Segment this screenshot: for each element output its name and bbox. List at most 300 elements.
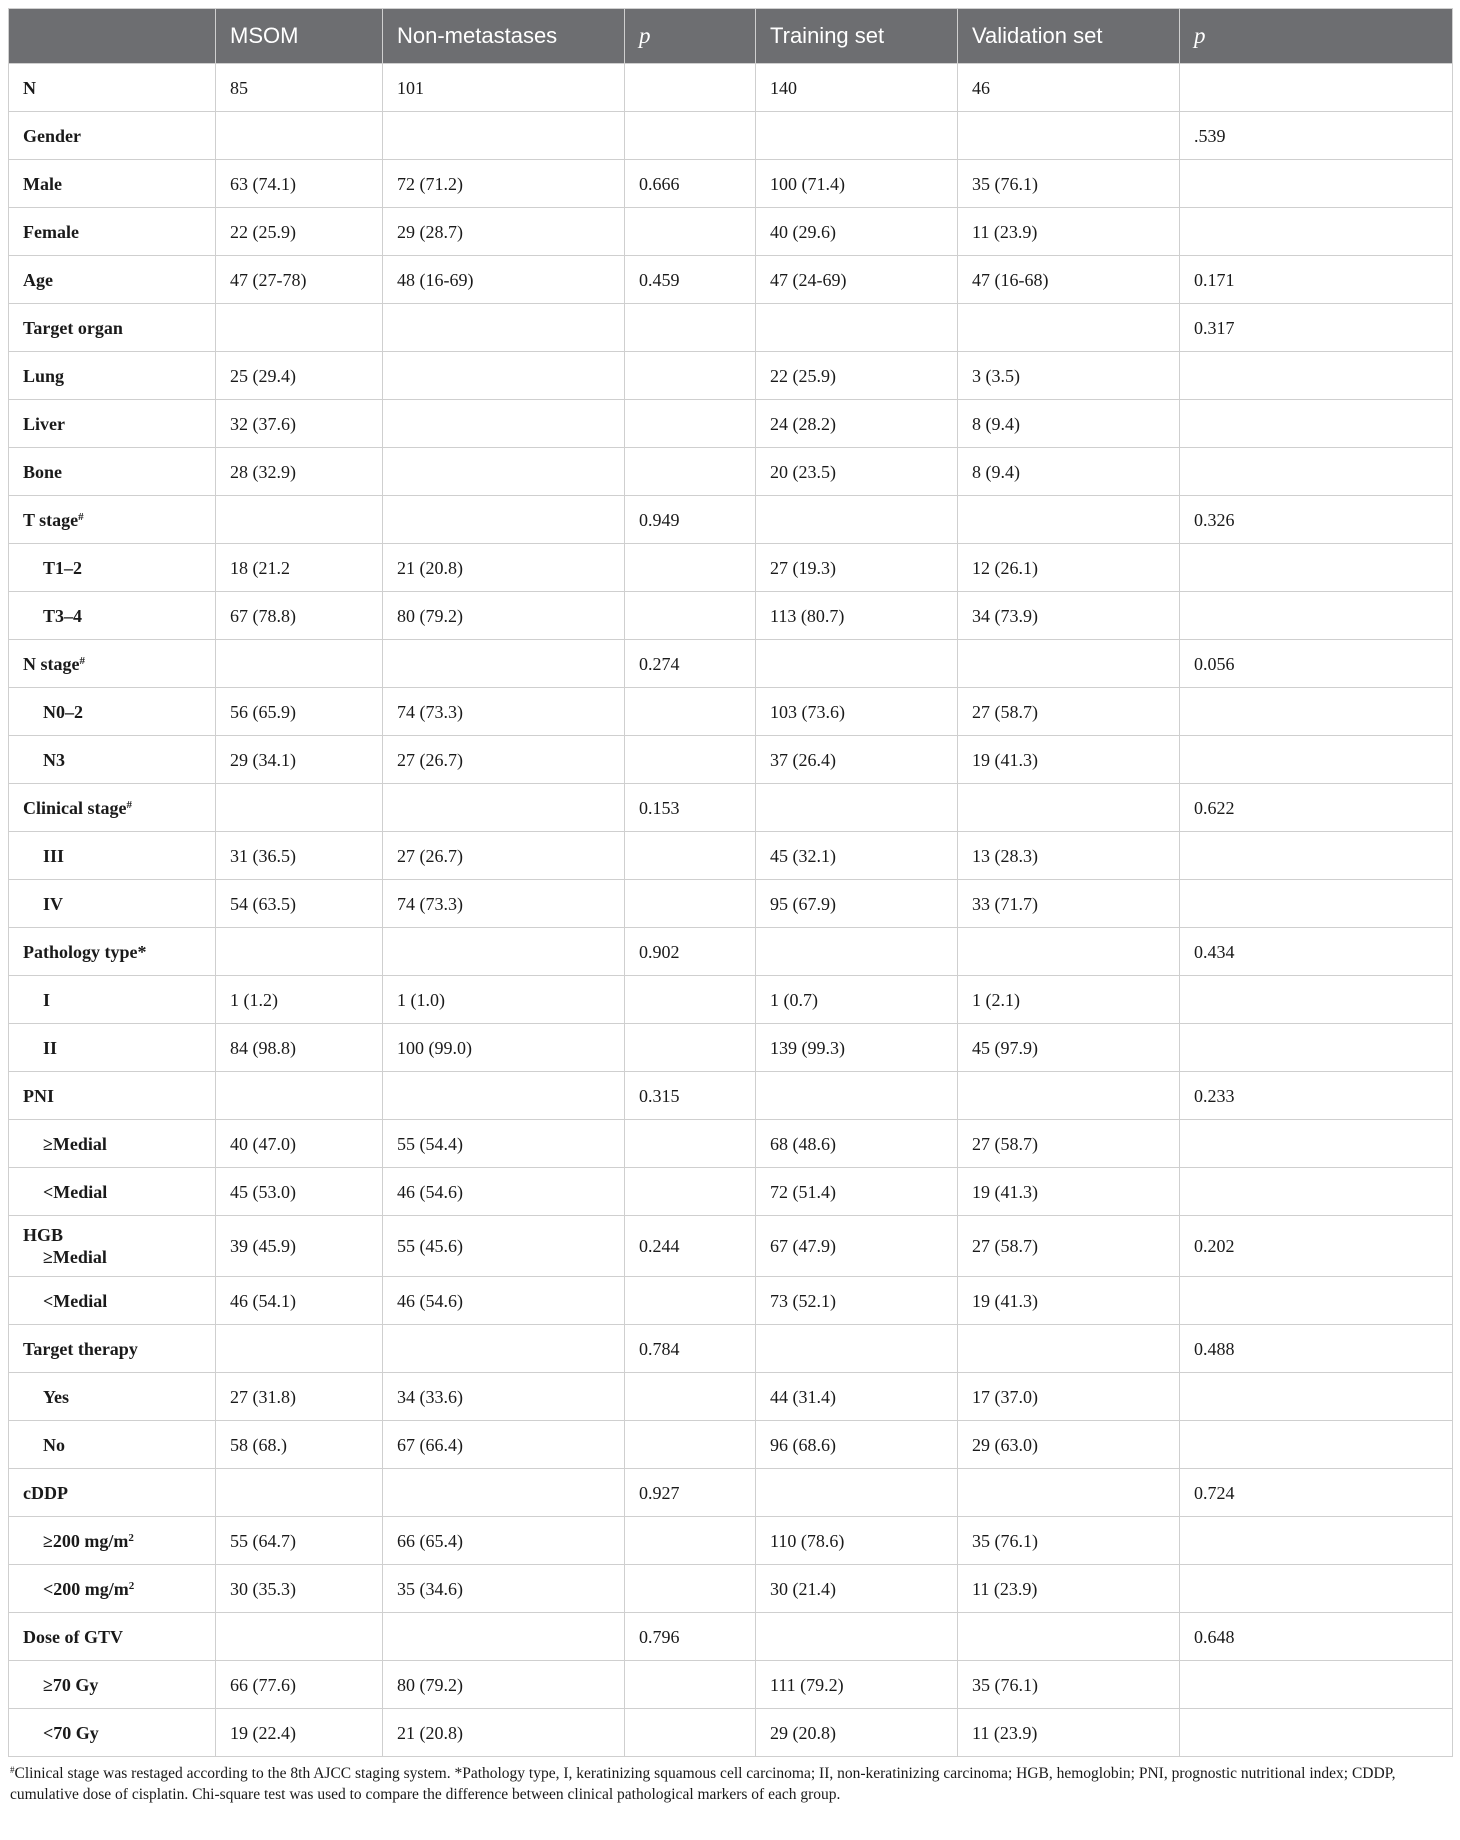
cell-training-set: 44 (31.4): [756, 1373, 958, 1421]
cell-msom: 66 (77.6): [216, 1661, 383, 1709]
row-label-cell: [9, 496, 216, 544]
header-cell-validation-set: Validation set: [958, 9, 1180, 64]
row-label: Lung: [23, 365, 65, 386]
table-row: [9, 688, 1453, 736]
cell-training-set: 29 (20.8): [756, 1709, 958, 1757]
row-label-cell: [9, 1216, 216, 1277]
cell-p-value-2: [1180, 64, 1453, 112]
table-row: [9, 1517, 1453, 1565]
row-label: <Medial: [43, 1181, 108, 1202]
row-label: N0–2: [43, 701, 83, 722]
cell-training-set: 111 (79.2): [756, 1661, 958, 1709]
row-label-cell: [9, 1024, 216, 1072]
cell-msom: 85: [216, 64, 383, 112]
row-label: Female: [23, 221, 79, 242]
cell-validation-set: [958, 496, 1180, 544]
row-label: HGB: [23, 1225, 64, 1245]
cell-p-value-2: [1180, 544, 1453, 592]
table-row: [9, 1024, 1453, 1072]
cell-p-value-1: [625, 304, 756, 352]
table-row: [9, 112, 1453, 160]
table-row: [9, 160, 1453, 208]
cell-non-metastases: [383, 784, 625, 832]
cell-validation-set: 1 (2.1): [958, 976, 1180, 1024]
row-label-cell: [9, 688, 216, 736]
cell-non-metastases: 80 (79.2): [383, 592, 625, 640]
cell-p-value-2: [1180, 1709, 1453, 1757]
cell-msom: 25 (29.4): [216, 352, 383, 400]
cell-p-value-1: [625, 832, 756, 880]
cell-non-metastases: [383, 352, 625, 400]
row-label: ≥Medial: [43, 1133, 107, 1154]
table-row: [9, 1613, 1453, 1661]
cell-msom: 45 (53.0): [216, 1168, 383, 1216]
cell-msom: [216, 112, 383, 160]
table-header-row: [9, 9, 1453, 64]
cell-non-metastases: 1 (1.0): [383, 976, 625, 1024]
cell-training-set: 113 (80.7): [756, 592, 958, 640]
row-label-cell: [9, 64, 216, 112]
table-row: [9, 1168, 1453, 1216]
row-label-cell: [9, 112, 216, 160]
header-cell-msom: MSOM: [216, 9, 383, 64]
cell-p-value-1: [625, 1277, 756, 1325]
cell-msom: [216, 304, 383, 352]
cell-non-metastases: 74 (73.3): [383, 880, 625, 928]
cell-training-set: [756, 1469, 958, 1517]
row-label-cell: [9, 544, 216, 592]
row-label: No: [43, 1434, 65, 1455]
cell-p-value-2: [1180, 208, 1453, 256]
row-label-cell: [9, 1709, 216, 1757]
cell-p-value-1: [625, 1517, 756, 1565]
cell-training-set: 67 (47.9): [756, 1216, 958, 1277]
cell-non-metastases: [383, 448, 625, 496]
row-label: T stage: [23, 509, 79, 530]
row-label: Clinical stage: [23, 797, 127, 818]
cell-validation-set: [958, 640, 1180, 688]
cell-validation-set: 27 (58.7): [958, 688, 1180, 736]
row-label-cell: [9, 448, 216, 496]
cell-p-value-1: 0.902: [625, 928, 756, 976]
row-label-cell: [9, 1277, 216, 1325]
table-row: [9, 1709, 1453, 1757]
cell-training-set: 95 (67.9): [756, 880, 958, 928]
row-label-cell: [9, 352, 216, 400]
header-cell-blank: [9, 9, 216, 64]
cell-validation-set: 12 (26.1): [958, 544, 1180, 592]
row-label: ≥200 mg/m: [43, 1530, 129, 1551]
row-label-cell: [9, 1373, 216, 1421]
row-label-superscript: 2: [128, 1531, 134, 1544]
cell-msom: [216, 784, 383, 832]
cell-p-value-1: 0.244: [625, 1216, 756, 1277]
cell-p-value-2: 0.724: [1180, 1469, 1453, 1517]
cell-validation-set: [958, 304, 1180, 352]
cell-p-value-1: [625, 544, 756, 592]
table-row: [9, 1469, 1453, 1517]
cell-p-value-2: 0.622: [1180, 784, 1453, 832]
table-row: [9, 1421, 1453, 1469]
cell-non-metastases: [383, 112, 625, 160]
cell-p-value-2: [1180, 1421, 1453, 1469]
cell-validation-set: 29 (63.0): [958, 1421, 1180, 1469]
row-label-cell: [9, 1661, 216, 1709]
cell-non-metastases: [383, 928, 625, 976]
cell-p-value-2: [1180, 1661, 1453, 1709]
table-row: [9, 496, 1453, 544]
row-label-cell: [9, 784, 216, 832]
cell-non-metastases: [383, 1072, 625, 1120]
row-label: <200 mg/m: [43, 1578, 129, 1599]
cell-validation-set: 33 (71.7): [958, 880, 1180, 928]
cell-non-metastases: 46 (54.6): [383, 1277, 625, 1325]
header-cell-non-metastases: Non-metastases: [383, 9, 625, 64]
cell-validation-set: 11 (23.9): [958, 1709, 1180, 1757]
cell-p-value-1: 0.796: [625, 1613, 756, 1661]
table-body: [9, 64, 1453, 1757]
table-row: [9, 400, 1453, 448]
cell-msom: [216, 1613, 383, 1661]
cell-p-value-1: [625, 976, 756, 1024]
row-label-cell: [9, 1168, 216, 1216]
cell-p-value-2: [1180, 976, 1453, 1024]
cell-validation-set: [958, 112, 1180, 160]
cell-training-set: [756, 112, 958, 160]
cell-training-set: [756, 496, 958, 544]
cell-non-metastases: 35 (34.6): [383, 1565, 625, 1613]
cell-non-metastases: 29 (28.7): [383, 208, 625, 256]
row-label-cell: [9, 976, 216, 1024]
cell-msom: 39 (45.9): [216, 1216, 383, 1277]
cell-msom: 31 (36.5): [216, 832, 383, 880]
cell-p-value-2: [1180, 400, 1453, 448]
table-row: [9, 304, 1453, 352]
table-row: [9, 1277, 1453, 1325]
cell-validation-set: 35 (76.1): [958, 1661, 1180, 1709]
row-label-cell: [9, 1421, 216, 1469]
cell-p-value-2: [1180, 736, 1453, 784]
row-label-cell: [9, 400, 216, 448]
row-label: Pathology type*: [23, 941, 147, 962]
row-label-cell: [9, 208, 216, 256]
cell-validation-set: 27 (58.7): [958, 1120, 1180, 1168]
cell-training-set: 100 (71.4): [756, 160, 958, 208]
cell-training-set: 103 (73.6): [756, 688, 958, 736]
cell-p-value-2: [1180, 1373, 1453, 1421]
cell-validation-set: [958, 1469, 1180, 1517]
cell-msom: 18 (21.2: [216, 544, 383, 592]
cell-training-set: 20 (23.5): [756, 448, 958, 496]
row-label: N: [23, 77, 36, 98]
cell-non-metastases: [383, 1613, 625, 1661]
cell-msom: 47 (27-78): [216, 256, 383, 304]
cell-msom: 54 (63.5): [216, 880, 383, 928]
cell-p-value-1: 0.927: [625, 1469, 756, 1517]
cell-validation-set: 11 (23.9): [958, 208, 1180, 256]
cell-validation-set: 19 (41.3): [958, 1277, 1180, 1325]
row-label: I: [43, 989, 51, 1010]
row-label-cell: [9, 1517, 216, 1565]
cell-p-value-2: 0.326: [1180, 496, 1453, 544]
cell-non-metastases: [383, 400, 625, 448]
cell-validation-set: [958, 1072, 1180, 1120]
cell-msom: 32 (37.6): [216, 400, 383, 448]
cell-p-value-1: [625, 880, 756, 928]
cell-msom: 27 (31.8): [216, 1373, 383, 1421]
cell-p-value-2: [1180, 832, 1453, 880]
table-row: [9, 832, 1453, 880]
cell-p-value-2: [1180, 1168, 1453, 1216]
cell-training-set: 1 (0.7): [756, 976, 958, 1024]
cell-msom: 67 (78.8): [216, 592, 383, 640]
cell-non-metastases: 66 (65.4): [383, 1517, 625, 1565]
cell-non-metastases: [383, 1469, 625, 1517]
cell-training-set: 22 (25.9): [756, 352, 958, 400]
cell-training-set: [756, 1072, 958, 1120]
cell-training-set: [756, 928, 958, 976]
cell-non-metastases: [383, 640, 625, 688]
cell-training-set: 68 (48.6): [756, 1120, 958, 1168]
cell-p-value-2: [1180, 352, 1453, 400]
table-container: [8, 8, 1452, 1805]
cell-training-set: 37 (26.4): [756, 736, 958, 784]
row-label: <Medial: [43, 1290, 108, 1311]
cell-p-value-1: [625, 592, 756, 640]
row-label: IV: [43, 893, 64, 914]
cell-training-set: 72 (51.4): [756, 1168, 958, 1216]
cell-validation-set: 45 (97.9): [958, 1024, 1180, 1072]
cell-validation-set: 3 (3.5): [958, 352, 1180, 400]
cell-p-value-2: 0.488: [1180, 1325, 1453, 1373]
row-label-cell: [9, 1325, 216, 1373]
cell-p-value-2: [1180, 880, 1453, 928]
row-label: Target organ: [23, 317, 123, 338]
table-row: [9, 1216, 1453, 1277]
cell-non-metastases: 101: [383, 64, 625, 112]
cell-non-metastases: 55 (45.6): [383, 1216, 625, 1277]
cell-non-metastases: 34 (33.6): [383, 1373, 625, 1421]
cell-training-set: 110 (78.6): [756, 1517, 958, 1565]
cell-p-value-1: [625, 1120, 756, 1168]
table-row: [9, 208, 1453, 256]
cell-training-set: 47 (24-69): [756, 256, 958, 304]
cell-validation-set: 47 (16-68): [958, 256, 1180, 304]
table-row: [9, 64, 1453, 112]
cell-p-value-2: [1180, 1517, 1453, 1565]
cell-p-value-2: [1180, 1565, 1453, 1613]
row-label: T1–2: [43, 557, 83, 578]
row-label: ≥70 Gy: [43, 1674, 99, 1695]
cell-msom: 30 (35.3): [216, 1565, 383, 1613]
footnote-text: Clinical stage was restaged according to the 8th AJCC staging system. *Pathology type, I, keratinizing squamous cell carcinoma; II, non-keratinizing carcinoma; HGB, hemoglobin; PNI, prognostic nutritional index; CDDP, cumulative dose of cisplatin. Chi-square test was used to compare the difference between clinical pathological markers of each group.: [10, 1765, 1396, 1803]
cell-non-metastases: [383, 1325, 625, 1373]
cell-validation-set: 17 (37.0): [958, 1373, 1180, 1421]
cell-validation-set: 13 (28.3): [958, 832, 1180, 880]
cell-training-set: [756, 1613, 958, 1661]
cell-non-metastases: 80 (79.2): [383, 1661, 625, 1709]
cell-validation-set: 8 (9.4): [958, 448, 1180, 496]
header-cell-p-value-1: p: [625, 9, 756, 64]
cell-p-value-1: [625, 1565, 756, 1613]
row-label-cell: [9, 1565, 216, 1613]
cell-msom: [216, 640, 383, 688]
cell-p-value-2: [1180, 688, 1453, 736]
cell-training-set: 139 (99.3): [756, 1024, 958, 1072]
cell-non-metastases: 46 (54.6): [383, 1168, 625, 1216]
row-label-cell: [9, 640, 216, 688]
cell-validation-set: 19 (41.3): [958, 736, 1180, 784]
row-label-superscript: #: [126, 798, 132, 811]
cell-p-value-1: [625, 1421, 756, 1469]
cell-p-value-2: 0.202: [1180, 1216, 1453, 1277]
row-label: T3–4: [43, 605, 83, 626]
header-cell-training-set: Training set: [756, 9, 958, 64]
row-label: Age: [23, 269, 53, 290]
cell-msom: 22 (25.9): [216, 208, 383, 256]
row-label-cell: [9, 832, 216, 880]
cell-p-value-2: [1180, 1277, 1453, 1325]
cell-p-value-1: 0.459: [625, 256, 756, 304]
cell-p-value-2: 0.233: [1180, 1072, 1453, 1120]
row-label: N3: [43, 749, 65, 770]
cell-p-value-1: [625, 1373, 756, 1421]
cell-p-value-2: 0.317: [1180, 304, 1453, 352]
cell-training-set: 27 (19.3): [756, 544, 958, 592]
cell-non-metastases: 21 (20.8): [383, 1709, 625, 1757]
cell-non-metastases: 48 (16-69): [383, 256, 625, 304]
cell-p-value-2: [1180, 592, 1453, 640]
cell-validation-set: [958, 1325, 1180, 1373]
cell-p-value-1: 0.666: [625, 160, 756, 208]
cell-validation-set: 19 (41.3): [958, 1168, 1180, 1216]
cell-p-value-1: [625, 400, 756, 448]
table-row: [9, 640, 1453, 688]
cell-p-value-2: 0.056: [1180, 640, 1453, 688]
row-label-cell: [9, 1469, 216, 1517]
cell-non-metastases: [383, 304, 625, 352]
cell-non-metastases: 74 (73.3): [383, 688, 625, 736]
row-label-cell: [9, 928, 216, 976]
row-label: Dose of GTV: [23, 1626, 123, 1647]
cell-p-value-1: [625, 112, 756, 160]
clinical-characteristics-table: [8, 8, 1453, 1757]
row-label: Liver: [23, 413, 65, 434]
row-label-cell: [9, 880, 216, 928]
cell-p-value-1: [625, 208, 756, 256]
cell-training-set: [756, 1325, 958, 1373]
row-label: III: [43, 845, 65, 866]
cell-p-value-1: [625, 688, 756, 736]
cell-msom: [216, 1325, 383, 1373]
cell-p-value-1: [625, 1661, 756, 1709]
table-row: [9, 592, 1453, 640]
table-row: [9, 448, 1453, 496]
row-label-cell: [9, 1613, 216, 1661]
cell-non-metastases: [383, 496, 625, 544]
row-label-cell: [9, 1120, 216, 1168]
row-label: II: [43, 1037, 58, 1058]
cell-msom: 40 (47.0): [216, 1120, 383, 1168]
table-row: [9, 976, 1453, 1024]
cell-msom: 84 (98.8): [216, 1024, 383, 1072]
cell-training-set: 73 (52.1): [756, 1277, 958, 1325]
cell-p-value-1: 0.784: [625, 1325, 756, 1373]
row-label-cell: [9, 592, 216, 640]
row-label: N stage: [23, 653, 80, 674]
cell-p-value-2: 0.434: [1180, 928, 1453, 976]
cell-validation-set: 11 (23.9): [958, 1565, 1180, 1613]
cell-p-value-1: 0.315: [625, 1072, 756, 1120]
cell-validation-set: 8 (9.4): [958, 400, 1180, 448]
cell-p-value-1: [625, 1709, 756, 1757]
cell-training-set: 45 (32.1): [756, 832, 958, 880]
cell-validation-set: 27 (58.7): [958, 1216, 1180, 1277]
row-label: cDDP: [23, 1482, 68, 1503]
cell-msom: [216, 1072, 383, 1120]
table-row: [9, 1661, 1453, 1709]
row-label: PNI: [23, 1085, 54, 1106]
cell-training-set: 30 (21.4): [756, 1565, 958, 1613]
cell-training-set: 96 (68.6): [756, 1421, 958, 1469]
cell-non-metastases: 72 (71.2): [383, 160, 625, 208]
cell-validation-set: [958, 784, 1180, 832]
cell-msom: [216, 928, 383, 976]
table-row: [9, 352, 1453, 400]
cell-p-value-2: [1180, 448, 1453, 496]
cell-training-set: 24 (28.2): [756, 400, 958, 448]
table-row: [9, 544, 1453, 592]
cell-msom: [216, 1469, 383, 1517]
cell-validation-set: 46: [958, 64, 1180, 112]
cell-p-value-1: [625, 448, 756, 496]
row-label-cell: [9, 160, 216, 208]
cell-msom: 46 (54.1): [216, 1277, 383, 1325]
row-label-superscript: 2: [128, 1579, 135, 1592]
cell-non-metastases: 67 (66.4): [383, 1421, 625, 1469]
row-label-cell: [9, 1072, 216, 1120]
cell-validation-set: 34 (73.9): [958, 592, 1180, 640]
footnote-mark: #: [10, 1765, 15, 1775]
row-label-superscript: #: [79, 654, 85, 667]
cell-p-value-1: 0.153: [625, 784, 756, 832]
table-row: [9, 1373, 1453, 1421]
cell-msom: 28 (32.9): [216, 448, 383, 496]
table-footnote: [8, 1763, 1452, 1805]
row-label-superscript: #: [78, 510, 84, 523]
cell-training-set: [756, 304, 958, 352]
cell-msom: 58 (68.): [216, 1421, 383, 1469]
cell-p-value-1: [625, 1024, 756, 1072]
table-row: [9, 1565, 1453, 1613]
cell-p-value-2: [1180, 1024, 1453, 1072]
cell-p-value-2: [1180, 1120, 1453, 1168]
cell-msom: 1 (1.2): [216, 976, 383, 1024]
table-row: [9, 1072, 1453, 1120]
cell-msom: [216, 496, 383, 544]
cell-p-value-2: 0.648: [1180, 1613, 1453, 1661]
row-label: <70 Gy: [43, 1722, 99, 1743]
row-label-cell: [9, 304, 216, 352]
cell-msom: 19 (22.4): [216, 1709, 383, 1757]
row-label-cell: [9, 256, 216, 304]
cell-validation-set: [958, 1613, 1180, 1661]
table-row: [9, 736, 1453, 784]
cell-validation-set: [958, 928, 1180, 976]
table-row: [9, 928, 1453, 976]
table-row: [9, 880, 1453, 928]
cell-p-value-1: [625, 64, 756, 112]
